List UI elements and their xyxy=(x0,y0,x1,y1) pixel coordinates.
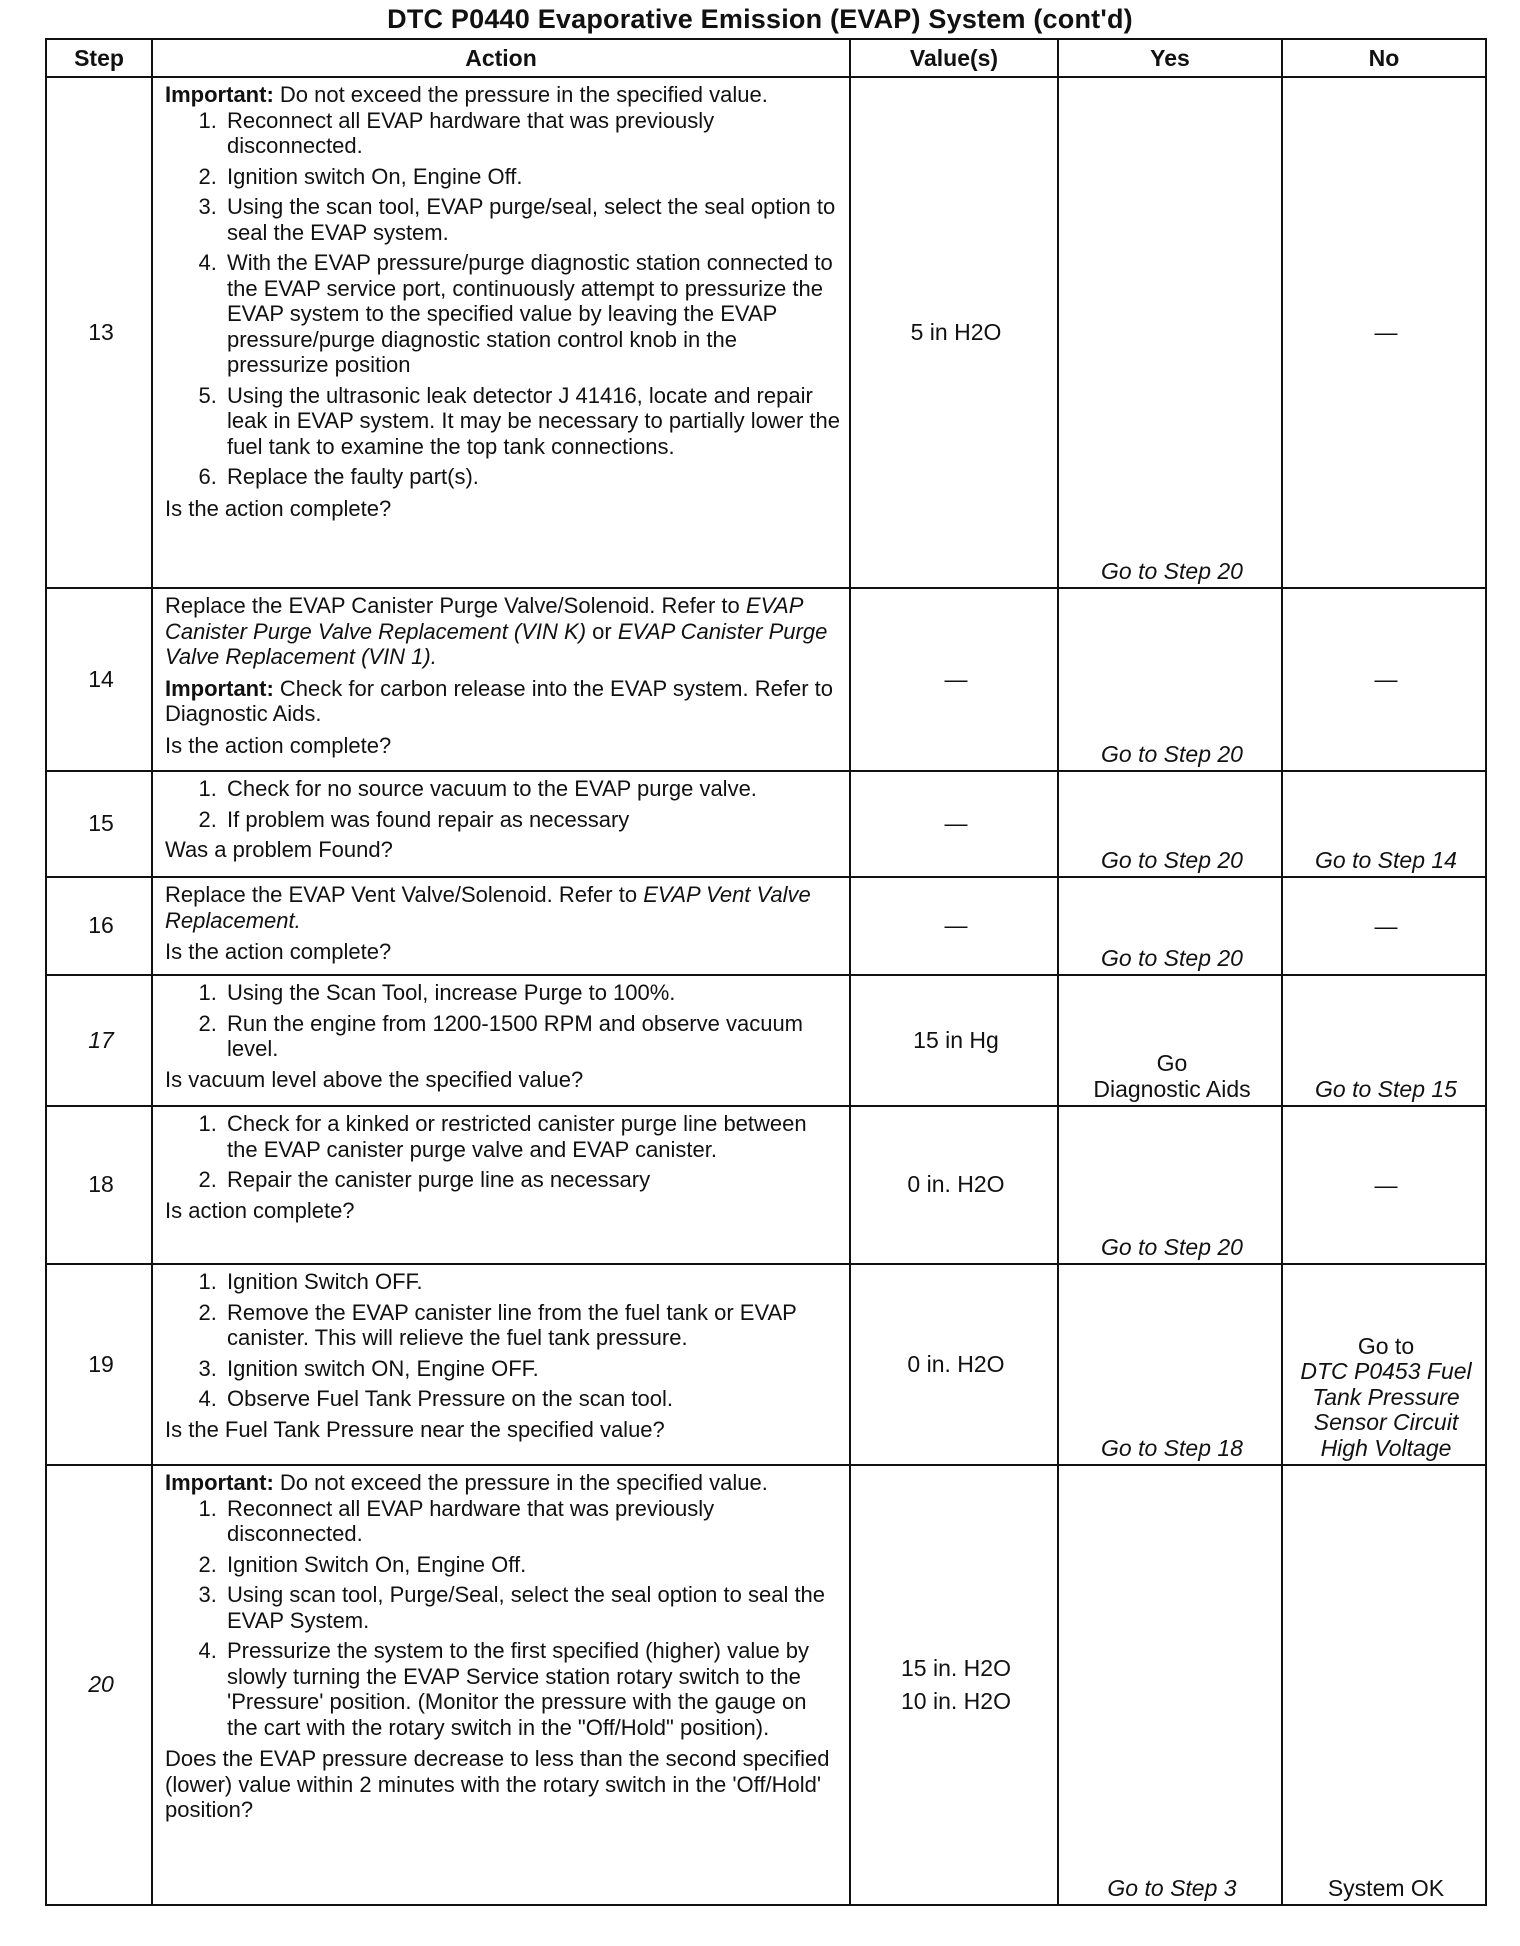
action-steps xyxy=(165,1269,841,1412)
action-steps xyxy=(165,108,841,490)
action-step: 3. Ignition switch ON, Engine OFF. xyxy=(223,1356,841,1382)
header-step: Step xyxy=(46,39,152,77)
value-cell: 15 in Hg xyxy=(850,975,1058,1106)
action-step: 6. Replace the faulty part(s). xyxy=(223,464,841,490)
action-question: Is the action complete? xyxy=(165,939,392,964)
reference-link: EVAP Canister Purge Valve Replacement (VIN K) xyxy=(165,593,803,644)
action-question: Is the action complete? xyxy=(165,495,392,521)
step-number: 17 xyxy=(46,975,152,1106)
action-steps xyxy=(165,1111,841,1193)
yes-cell: Go to Step 3 xyxy=(1058,1465,1282,1905)
header-no: No xyxy=(1282,39,1486,77)
header-row xyxy=(46,39,1486,77)
value-cell: — xyxy=(850,588,1058,771)
reference-link: EVAP Canister Purge Valve Replacement (VIN 1). xyxy=(165,618,828,669)
table-row-step-19 xyxy=(46,1264,1486,1465)
table-row-step-17 xyxy=(46,975,1486,1106)
value-cell: 0 in. H2O xyxy=(850,1106,1058,1264)
step-number: 18 xyxy=(46,1106,152,1264)
action-question: Does the EVAP pressure decrease to less than the second specified (lower) value within 2 minutes with the rotary switch in the 'Off/Hold' position? xyxy=(165,1746,830,1822)
action-question: Is action complete? xyxy=(165,1197,355,1223)
important-note: Important: Check for carbon release into the EVAP system. Refer to Diagnostic Aids. xyxy=(165,675,833,726)
page-title: DTC P0440 Evaporative Emission (EVAP) System (cont'd) xyxy=(387,4,1133,34)
value-line: 15 in. H2O xyxy=(901,1654,1011,1681)
yes-cell: Go to Step 20 xyxy=(1058,77,1282,588)
action-cell xyxy=(152,975,850,1106)
header-values: Value(s) xyxy=(850,39,1058,77)
action-step: 4. With the EVAP pressure/purge diagnostic station connected to the EVAP service port, continuously attempt to pressurize the EVAP system to the specified value by leaving the EVAP pressure/purge diagnostic station control knob in the pressurize position xyxy=(223,250,841,378)
action-step: 1. Check for a kinked or restricted canister purge line between the EVAP canister purge valve and EVAP canister. xyxy=(223,1111,841,1162)
value-cell: — xyxy=(850,771,1058,877)
important-note: Important: Do not exceed the pressure in the specified value. xyxy=(165,1470,768,1495)
action-step: 2. Repair the canister purge line as necessary xyxy=(223,1167,841,1193)
action-text: Replace the EVAP Vent Valve/Solenoid. Refer to EVAP Vent Valve Replacement. xyxy=(165,882,811,933)
action-step: 2. Ignition Switch On, Engine Off. xyxy=(223,1552,841,1578)
action-step: 5. Using the ultrasonic leak detector J 41416, locate and repair leak in EVAP system. It may be necessary to partially lower the fuel tank to examine the top tank connections. xyxy=(223,383,841,460)
diagnostic-table xyxy=(45,38,1487,1906)
action-step: 1. Reconnect all EVAP hardware that was previously disconnected. xyxy=(223,1496,841,1547)
value-cell xyxy=(850,1465,1058,1905)
yes-cell: Go to Step 20 xyxy=(1058,588,1282,771)
yes-line: Go xyxy=(1156,1050,1188,1076)
step-number: 20 xyxy=(46,1465,152,1905)
action-step: 4. Pressurize the system to the first specified (higher) value by slowly turning the EVAP Service station rotary switch to the 'Pressure' position. (Monitor the pressure with the gauge on the cart with the rotary switch in the "Off/Hold" position). xyxy=(223,1638,841,1740)
action-step: 1. Reconnect all EVAP hardware that was previously disconnected. xyxy=(223,108,841,159)
yes-cell: Go to Step 18 xyxy=(1058,1264,1282,1465)
reference-link: EVAP Vent Valve Replacement. xyxy=(165,882,811,933)
no-cell: — xyxy=(1282,1106,1486,1264)
table-row-step-13 xyxy=(46,77,1486,588)
important-note: Important: Do not exceed the pressure in the specified value. xyxy=(165,82,768,107)
action-steps xyxy=(165,980,841,1062)
action-step: 2. Remove the EVAP canister line from the fuel tank or EVAP canister. This will relieve the fuel tank pressure. xyxy=(223,1300,841,1351)
step-number: 19 xyxy=(46,1264,152,1465)
value-cell: 5 in H2O xyxy=(850,77,1058,588)
action-question: Is the action complete? xyxy=(165,732,392,758)
no-cell: Go to Step 15 xyxy=(1282,975,1486,1106)
header-yes: Yes xyxy=(1058,39,1282,77)
no-cell: System OK xyxy=(1282,1465,1486,1905)
action-question: Was a problem Found? xyxy=(165,837,393,862)
step-number: 16 xyxy=(46,877,152,975)
yes-cell xyxy=(1058,975,1282,1106)
table-row-step-20 xyxy=(46,1465,1486,1905)
action-step: 2. Ignition switch On, Engine Off. xyxy=(223,164,841,190)
no-cell: Go to Step 14 xyxy=(1282,771,1486,877)
action-cell xyxy=(152,771,850,877)
action-text: Replace the EVAP Canister Purge Valve/Solenoid. Refer to EVAP Canister Purge Valve Replacement (VIN K) or EVAP Canister Purge Valve Replacement (VIN 1). xyxy=(165,593,828,669)
step-number: 15 xyxy=(46,771,152,877)
action-cell xyxy=(152,1106,850,1264)
action-steps xyxy=(165,1496,841,1741)
yes-cell: Go to Step 20 xyxy=(1058,771,1282,877)
header-action: Action xyxy=(152,39,850,77)
action-step: 3. Using scan tool, Purge/Seal, select the seal option to seal the EVAP System. xyxy=(223,1582,841,1633)
action-question: Is the Fuel Tank Pressure near the specified value? xyxy=(165,1416,665,1442)
action-question: Is vacuum level above the specified value? xyxy=(165,1066,584,1092)
dtc-reference: DTC P0453 Fuel Tank Pressure Sensor Circuit High Voltage xyxy=(1300,1358,1472,1461)
action-cell xyxy=(152,1465,850,1905)
value-line: 10 in. H2O xyxy=(901,1688,1011,1714)
yes-cell: Go to Step 20 xyxy=(1058,1106,1282,1264)
action-step: 2. Run the engine from 1200-1500 RPM and observe vacuum level. xyxy=(223,1011,841,1062)
no-line: Go to xyxy=(1357,1332,1415,1359)
value-cell: — xyxy=(850,877,1058,975)
action-cell xyxy=(152,77,850,588)
action-cell xyxy=(152,877,850,975)
action-step: 2. If problem was found repair as necessary xyxy=(223,807,841,833)
table-row-step-16 xyxy=(46,877,1486,975)
action-step: 1. Using the Scan Tool, increase Purge to 100%. xyxy=(223,980,841,1006)
action-cell xyxy=(152,588,850,771)
action-step: 1. Ignition Switch OFF. xyxy=(223,1269,841,1295)
no-cell: — xyxy=(1282,588,1486,771)
action-step: 1. Check for no source vacuum to the EVAP purge valve. xyxy=(223,776,841,802)
action-steps xyxy=(165,776,841,832)
action-cell xyxy=(152,1264,850,1465)
yes-line: Diagnostic Aids xyxy=(1093,1075,1251,1102)
yes-cell: Go to Step 20 xyxy=(1058,877,1282,975)
step-number: 13 xyxy=(46,77,152,588)
action-step: 4. Observe Fuel Tank Pressure on the scan tool. xyxy=(223,1386,841,1412)
no-cell: — xyxy=(1282,877,1486,975)
value-cell: 0 in. H2O xyxy=(850,1264,1058,1465)
no-cell: — xyxy=(1282,77,1486,588)
action-step: 3. Using the scan tool, EVAP purge/seal, select the seal option to seal the EVAP system. xyxy=(223,194,841,245)
table-row-step-18 xyxy=(46,1106,1486,1264)
table-row-step-14 xyxy=(46,588,1486,771)
no-cell xyxy=(1282,1264,1486,1465)
table-row-step-15 xyxy=(46,771,1486,877)
step-number: 14 xyxy=(46,588,152,771)
